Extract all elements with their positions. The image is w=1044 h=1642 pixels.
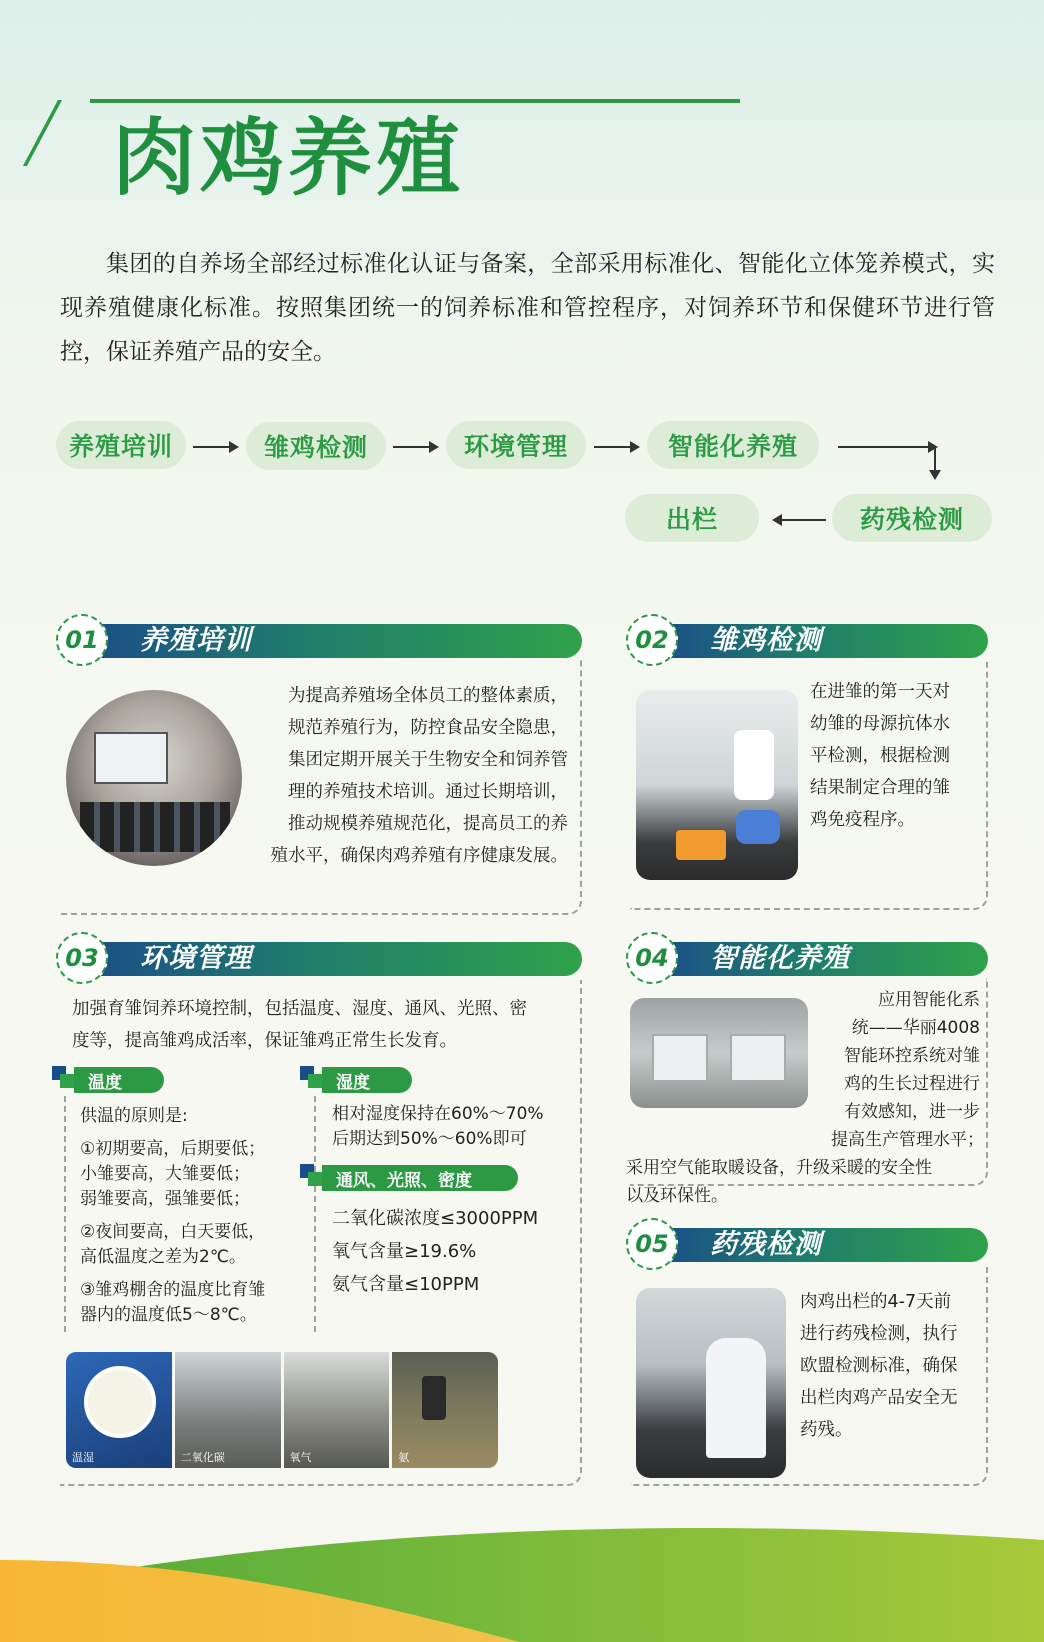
tag-marker (308, 1172, 322, 1186)
section-02-number: 02 (626, 614, 678, 666)
section-02-text: 在进雏的第一天对 幼雏的母源抗体水 平检测，根据检测 结果制定合理的雏 鸡免疫程序。 (810, 682, 950, 830)
tag-humidity: 湿度 (322, 1067, 412, 1093)
section-04-text-bottom: 提高生产管理水平； 采用空气能取暖设备，升级采暖的安全性 以及环保性。 (626, 1130, 984, 1206)
oxygen-photo (284, 1352, 390, 1468)
title-decor-line (90, 99, 740, 103)
audience (80, 802, 230, 852)
environment-photo-strip (66, 1352, 498, 1468)
co2-photo (175, 1352, 281, 1468)
photo-caption: 氨 (398, 1451, 410, 1464)
intro-paragraph: 集团的自养场全部经过标准化认证与备案，全部采用标准化、智能化立体笼养模式，实现养殖健康化标准。按照集团统一的饲养标准和管控程序，对饲养环节和保健环节进行管控，保证养殖产品的安全。 (60, 251, 995, 365)
flow-step-training: 养殖培训 (56, 421, 186, 469)
tag-marker (60, 1074, 74, 1088)
flow-arrow (193, 446, 237, 448)
page-title: 肉鸡养殖 (112, 109, 465, 207)
meter-device (422, 1376, 446, 1420)
section-05-number: 05 (626, 1218, 678, 1270)
hygrometer-photo (66, 1352, 172, 1468)
training-photo (66, 690, 242, 866)
section-04-text: 应用智能化系 统——华丽4008 智能环控系统对雏 鸡的生长过程进行 有效感知，进一步 (844, 990, 980, 1122)
tube-rack (676, 830, 726, 860)
photo-caption: 氧气 (289, 1451, 312, 1464)
section-01-title: 养殖培训 (140, 625, 252, 656)
photo-caption: 二氧化碳 (180, 1451, 225, 1464)
lab-coat (734, 730, 774, 800)
section-05-text: 肉鸡出栏的4-7天前 进行药残检测，执行 欧盟检测标准，确保 出栏肉鸡产品安全无 药残。 (800, 1292, 958, 1440)
control-panel-photo (630, 998, 808, 1108)
flow-step-out: 出栏 (625, 494, 759, 542)
flow-step-smart: 智能化养殖 (647, 421, 819, 469)
technician (706, 1338, 766, 1458)
flow-line (838, 446, 936, 448)
ammonia-photo (392, 1352, 498, 1468)
projector-screen (94, 732, 168, 784)
flow-arrow (594, 446, 638, 448)
hygrometer-dial (84, 1366, 156, 1438)
flow-arrow-down (934, 446, 936, 476)
tag-marker (308, 1074, 322, 1088)
humidity-text: 相对湿度保持在60%～70% 后期达到50%～60%即可 (332, 1104, 544, 1149)
title-decor-slash (23, 100, 102, 166)
controller-box (730, 1034, 786, 1082)
flow-step-environment: 环境管理 (446, 421, 586, 469)
tag-ventilation: 通风、光照、密度 (322, 1165, 518, 1191)
section-04-title: 智能化养殖 (710, 943, 850, 974)
section-01-text: 为提高养殖场全体员工的整体素质， 规范养殖行为，防控食品安全隐患， 集团定期开展关于生物安全和饲养管 理的养殖技术培训。通过长期培训， 推动规模养殖规范化，提高员工的养 殖水平，确保肉鸡养殖有序健康发展。 (270, 686, 568, 866)
temperature-text: 供温的原则是: ①初期要高，后期要低； 小雏要高，大雏要低； 弱雏要高，强雏要低； ②夜间要高，白天要低， 高低温度之差为2℃。 ③雏鸡棚舍的温度比育雏 器内的温度低5～8℃。 (80, 1106, 266, 1325)
flow-arrow-left (774, 519, 826, 521)
section-02-title: 雏鸡检测 (710, 625, 822, 656)
section-03-text: 加强育雏饲养环境控制，包括温度、湿度、通风、光照、密 度等，提高雏鸡成活率，保证雏鸡正常生长发育。 (72, 999, 527, 1051)
bottom-wave-decor (0, 1500, 1044, 1642)
section-05-title: 药残检测 (710, 1229, 822, 1260)
section-03-title: 环境管理 (140, 943, 252, 974)
section-01-number: 01 (56, 614, 108, 666)
residue-lab-photo (636, 1288, 786, 1478)
flow-step-chick-test: 雏鸡检测 (246, 422, 386, 470)
photo-caption: 温湿 (72, 1451, 94, 1464)
ventilation-text: 二氧化碳浓度≤3000PPM 氧气含量≥19.6% 氨气含量≤10PPM (332, 1208, 539, 1295)
section-04-number: 04 (626, 932, 678, 984)
dashed-divider (64, 1096, 66, 1332)
controller-box (652, 1034, 708, 1082)
flow-step-residue: 药残检测 (832, 494, 992, 542)
dashed-divider (314, 1096, 316, 1332)
flow-arrow (393, 446, 437, 448)
section-03-number: 03 (56, 932, 108, 984)
tag-temperature: 温度 (74, 1067, 164, 1093)
gloved-hand (736, 810, 780, 844)
lab-photo (636, 690, 798, 880)
